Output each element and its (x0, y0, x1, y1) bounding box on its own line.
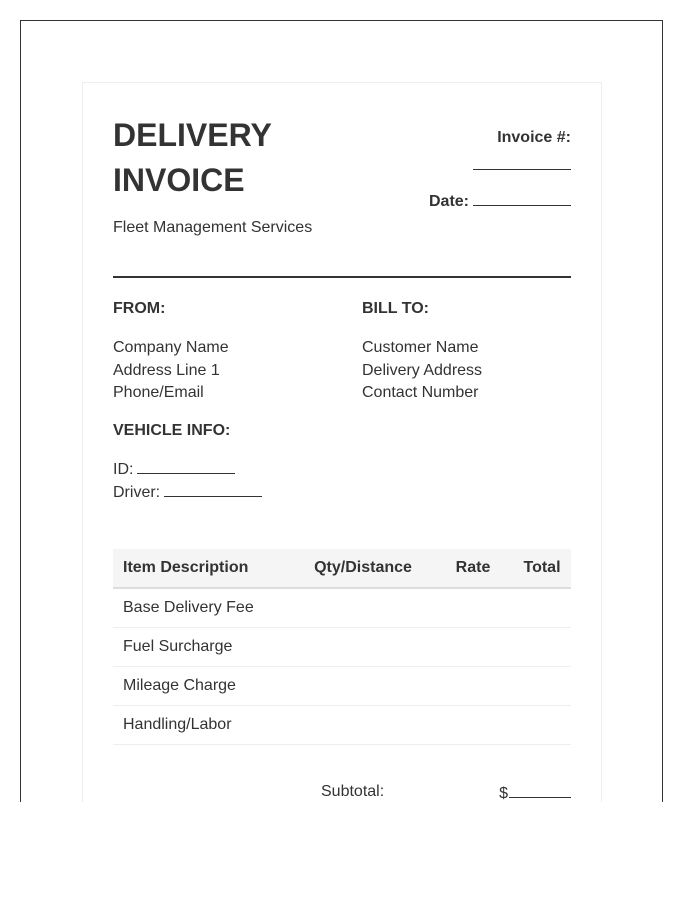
table-row (113, 667, 571, 706)
vehicle-id-label: ID: (113, 461, 134, 478)
item-rate[interactable] (433, 588, 513, 628)
driver-blank[interactable] (164, 482, 262, 497)
item-description: Fuel Surcharge (113, 628, 293, 667)
invoice-title (113, 113, 373, 203)
title-line-2: INVOICE (113, 162, 245, 198)
subtotal-label: Subtotal: (321, 783, 385, 800)
bill-to-label: BILL TO: (362, 300, 429, 317)
item-total[interactable] (513, 706, 571, 745)
bill-to-address-block (362, 337, 482, 405)
item-total[interactable] (513, 667, 571, 706)
item-qty[interactable] (293, 628, 433, 667)
column-header-rate: Rate (433, 549, 513, 588)
invoice-number-field (473, 129, 571, 170)
title-line-1: DELIVERY (113, 117, 272, 153)
table-header-row (113, 549, 571, 588)
from-line: Company Name (113, 339, 229, 356)
bill-to-line: Customer Name (362, 339, 479, 356)
item-qty[interactable] (293, 588, 433, 628)
invoice-number-label: Invoice #: (497, 129, 571, 146)
table-row (113, 706, 571, 745)
item-description: Mileage Charge (113, 667, 293, 706)
column-header-description: Item Description (113, 549, 293, 588)
vehicle-info-label: VEHICLE INFO: (113, 422, 231, 439)
item-rate[interactable] (433, 706, 513, 745)
from-line: Address Line 1 (113, 361, 220, 379)
vehicle-info-block (113, 459, 262, 504)
date-label: Date: (428, 193, 469, 210)
driver-label: Driver: (113, 483, 161, 501)
company-subtitle: Fleet Management Services (113, 219, 313, 236)
item-qty[interactable] (293, 706, 433, 745)
item-total[interactable] (513, 628, 571, 667)
item-rate[interactable] (433, 628, 513, 667)
from-line: Phone/Email (113, 384, 204, 401)
vehicle-id-field (113, 459, 262, 482)
column-header-qty: Qty/Distance (293, 549, 433, 588)
table-row (113, 588, 571, 628)
bill-to-line: Delivery Address (362, 361, 483, 379)
subtotal-value-field (499, 783, 571, 802)
header-divider (113, 276, 571, 278)
item-rate[interactable] (433, 667, 513, 706)
subtotal-blank[interactable] (509, 783, 571, 798)
currency-symbol: $ (499, 785, 508, 802)
item-description: Handling/Labor (113, 706, 293, 745)
date-field (429, 191, 571, 211)
table-row (113, 628, 571, 667)
bill-to-line: Contact Number (362, 384, 479, 401)
from-address-block (113, 337, 229, 405)
from-label: FROM: (113, 300, 166, 317)
page-frame (20, 20, 663, 802)
invoice-number-blank[interactable] (473, 155, 571, 170)
date-blank[interactable] (473, 191, 571, 206)
invoice-card (82, 82, 602, 802)
item-description: Base Delivery Fee (113, 588, 293, 628)
item-total[interactable] (513, 588, 571, 628)
column-header-total: Total (513, 549, 571, 588)
line-items-table (113, 549, 571, 745)
vehicle-id-blank[interactable] (137, 459, 235, 474)
driver-field (113, 482, 262, 505)
item-qty[interactable] (293, 667, 433, 706)
